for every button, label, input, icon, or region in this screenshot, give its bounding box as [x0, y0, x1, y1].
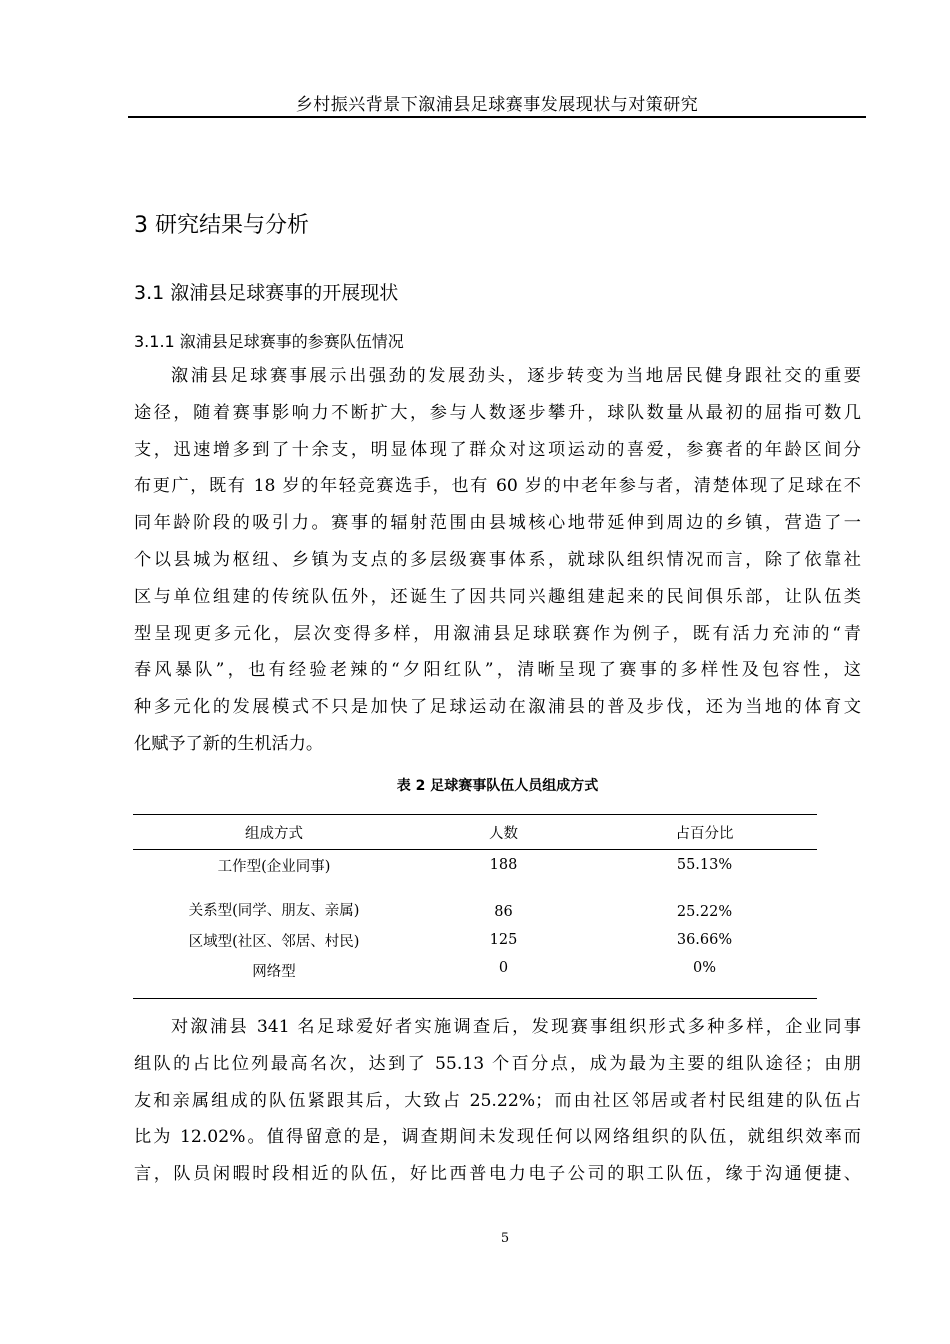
table-cell: 55.13% [676, 857, 733, 873]
table-row [133, 956, 817, 999]
running-header: 乡村振兴背景下溆浦县足球赛事发展现状与对策研究 [295, 95, 699, 115]
table-cell: 25.22% [676, 904, 733, 920]
table-caption: 表 2 足球赛事队伍人员组成方式 [396, 778, 599, 794]
paragraph-line: 布更广，既有 18 岁的年轻竞赛选手，也有 60 岁的中老年参与者，清楚体现了足球在不 [134, 476, 861, 497]
paragraph-line: 组队的占比位列最高名次，达到了 55.13 个百分点，成为最为主要的组队途径；由朋 [134, 1053, 861, 1074]
table-cell: 125 [489, 932, 518, 948]
paragraph-line: 个以县城为枢纽、乡镇为支点的多层级赛事体系，就球队组织情况而言，除了依靠社 [134, 549, 861, 570]
table-row [133, 924, 817, 956]
composition-table [133, 814, 817, 999]
paragraph-line: 支，迅速增多到了十余支，明显体现了群众对这项运动的喜爱，参赛者的年龄区间分 [134, 439, 861, 460]
body-paragraph-2 [134, 1009, 861, 1193]
body-paragraph-1 [134, 358, 861, 763]
table-cell: 0% [692, 960, 716, 976]
page-number: 5 [500, 1231, 510, 1246]
table-row [133, 880, 817, 924]
table-cell: 0 [498, 960, 509, 976]
section-heading-3-1: 3.1 溆浦县足球赛事的开展现状 [134, 282, 399, 304]
table-row [133, 850, 817, 881]
section-heading-3: 3 研究结果与分析 [134, 213, 309, 238]
table-header-row [133, 815, 817, 850]
paragraph-line: 途径，随着赛事影响力不断扩大，参与人数逐步攀升，球队数量从最初的屈指可数几 [134, 402, 861, 423]
paragraph-line: 对溆浦县 341 名足球爱好者实施调查后，发现赛事组织形式多种多样，企业同事 [171, 1017, 861, 1037]
paragraph-line: 言，队员闲暇时段相近的队伍，好比西普电力电子公司的职工队伍，缘于沟通便捷、 [134, 1164, 861, 1185]
paragraph-line: 春风暴队”，也有经验老辣的“夕阳红队”，清晰呈现了赛事的多样性及包容性，这 [134, 660, 861, 681]
table-cell: 网络型 [252, 964, 296, 980]
table-cell: 36.66% [676, 932, 733, 948]
column-header: 组成方式 [245, 825, 303, 842]
table-cell: 关系型(同学、朋友、亲属) [188, 903, 360, 919]
table-cell: 区域型(社区、邻居、村民) [188, 933, 360, 950]
paragraph-line: 区与单位组建的传统队伍外，还诞生了因共同兴趣组建起来的民间俱乐部，让队伍类 [134, 586, 861, 607]
paragraph-line: 同年龄阶段的吸引力。赛事的辐射范围由县城核心地带延伸到周边的乡镇，营造了一 [134, 513, 861, 534]
table-cell: 188 [489, 857, 518, 873]
column-header: 人数 [489, 825, 518, 842]
paragraph-line: 友和亲属组成的队伍紧跟其后，大致占 25.22%；而由社区邻居或者村民组建的队伍占 [134, 1090, 861, 1111]
section-heading-3-1-1: 3.1.1 溆浦县足球赛事的参赛队伍情况 [134, 332, 404, 351]
paragraph-line: 比为 12.02%。值得留意的是，调查期间未发现任何以网络组织的队伍，就组织效率而 [134, 1127, 861, 1148]
header-rule [128, 116, 866, 118]
table-cell: 86 [494, 904, 513, 920]
table-cell: 工作型(企业同事) [217, 858, 331, 875]
paragraph-line: 种多元化的发展模式不只是加快了足球运动在溆浦县的普及步伐，还为当地的体育文 [134, 697, 861, 718]
paragraph-line: 型呈现更多元化，层次变得多样，用溆浦县足球联赛作为例子，既有活力充沛的“青 [134, 623, 861, 644]
paragraph-line: 化赋予了新的生机活力。 [134, 733, 324, 754]
paragraph-line: 溆浦县足球赛事展示出强劲的发展劲头，逐步转变为当地居民健身跟社交的重要 [171, 366, 861, 386]
column-header: 占百分比 [675, 825, 734, 842]
